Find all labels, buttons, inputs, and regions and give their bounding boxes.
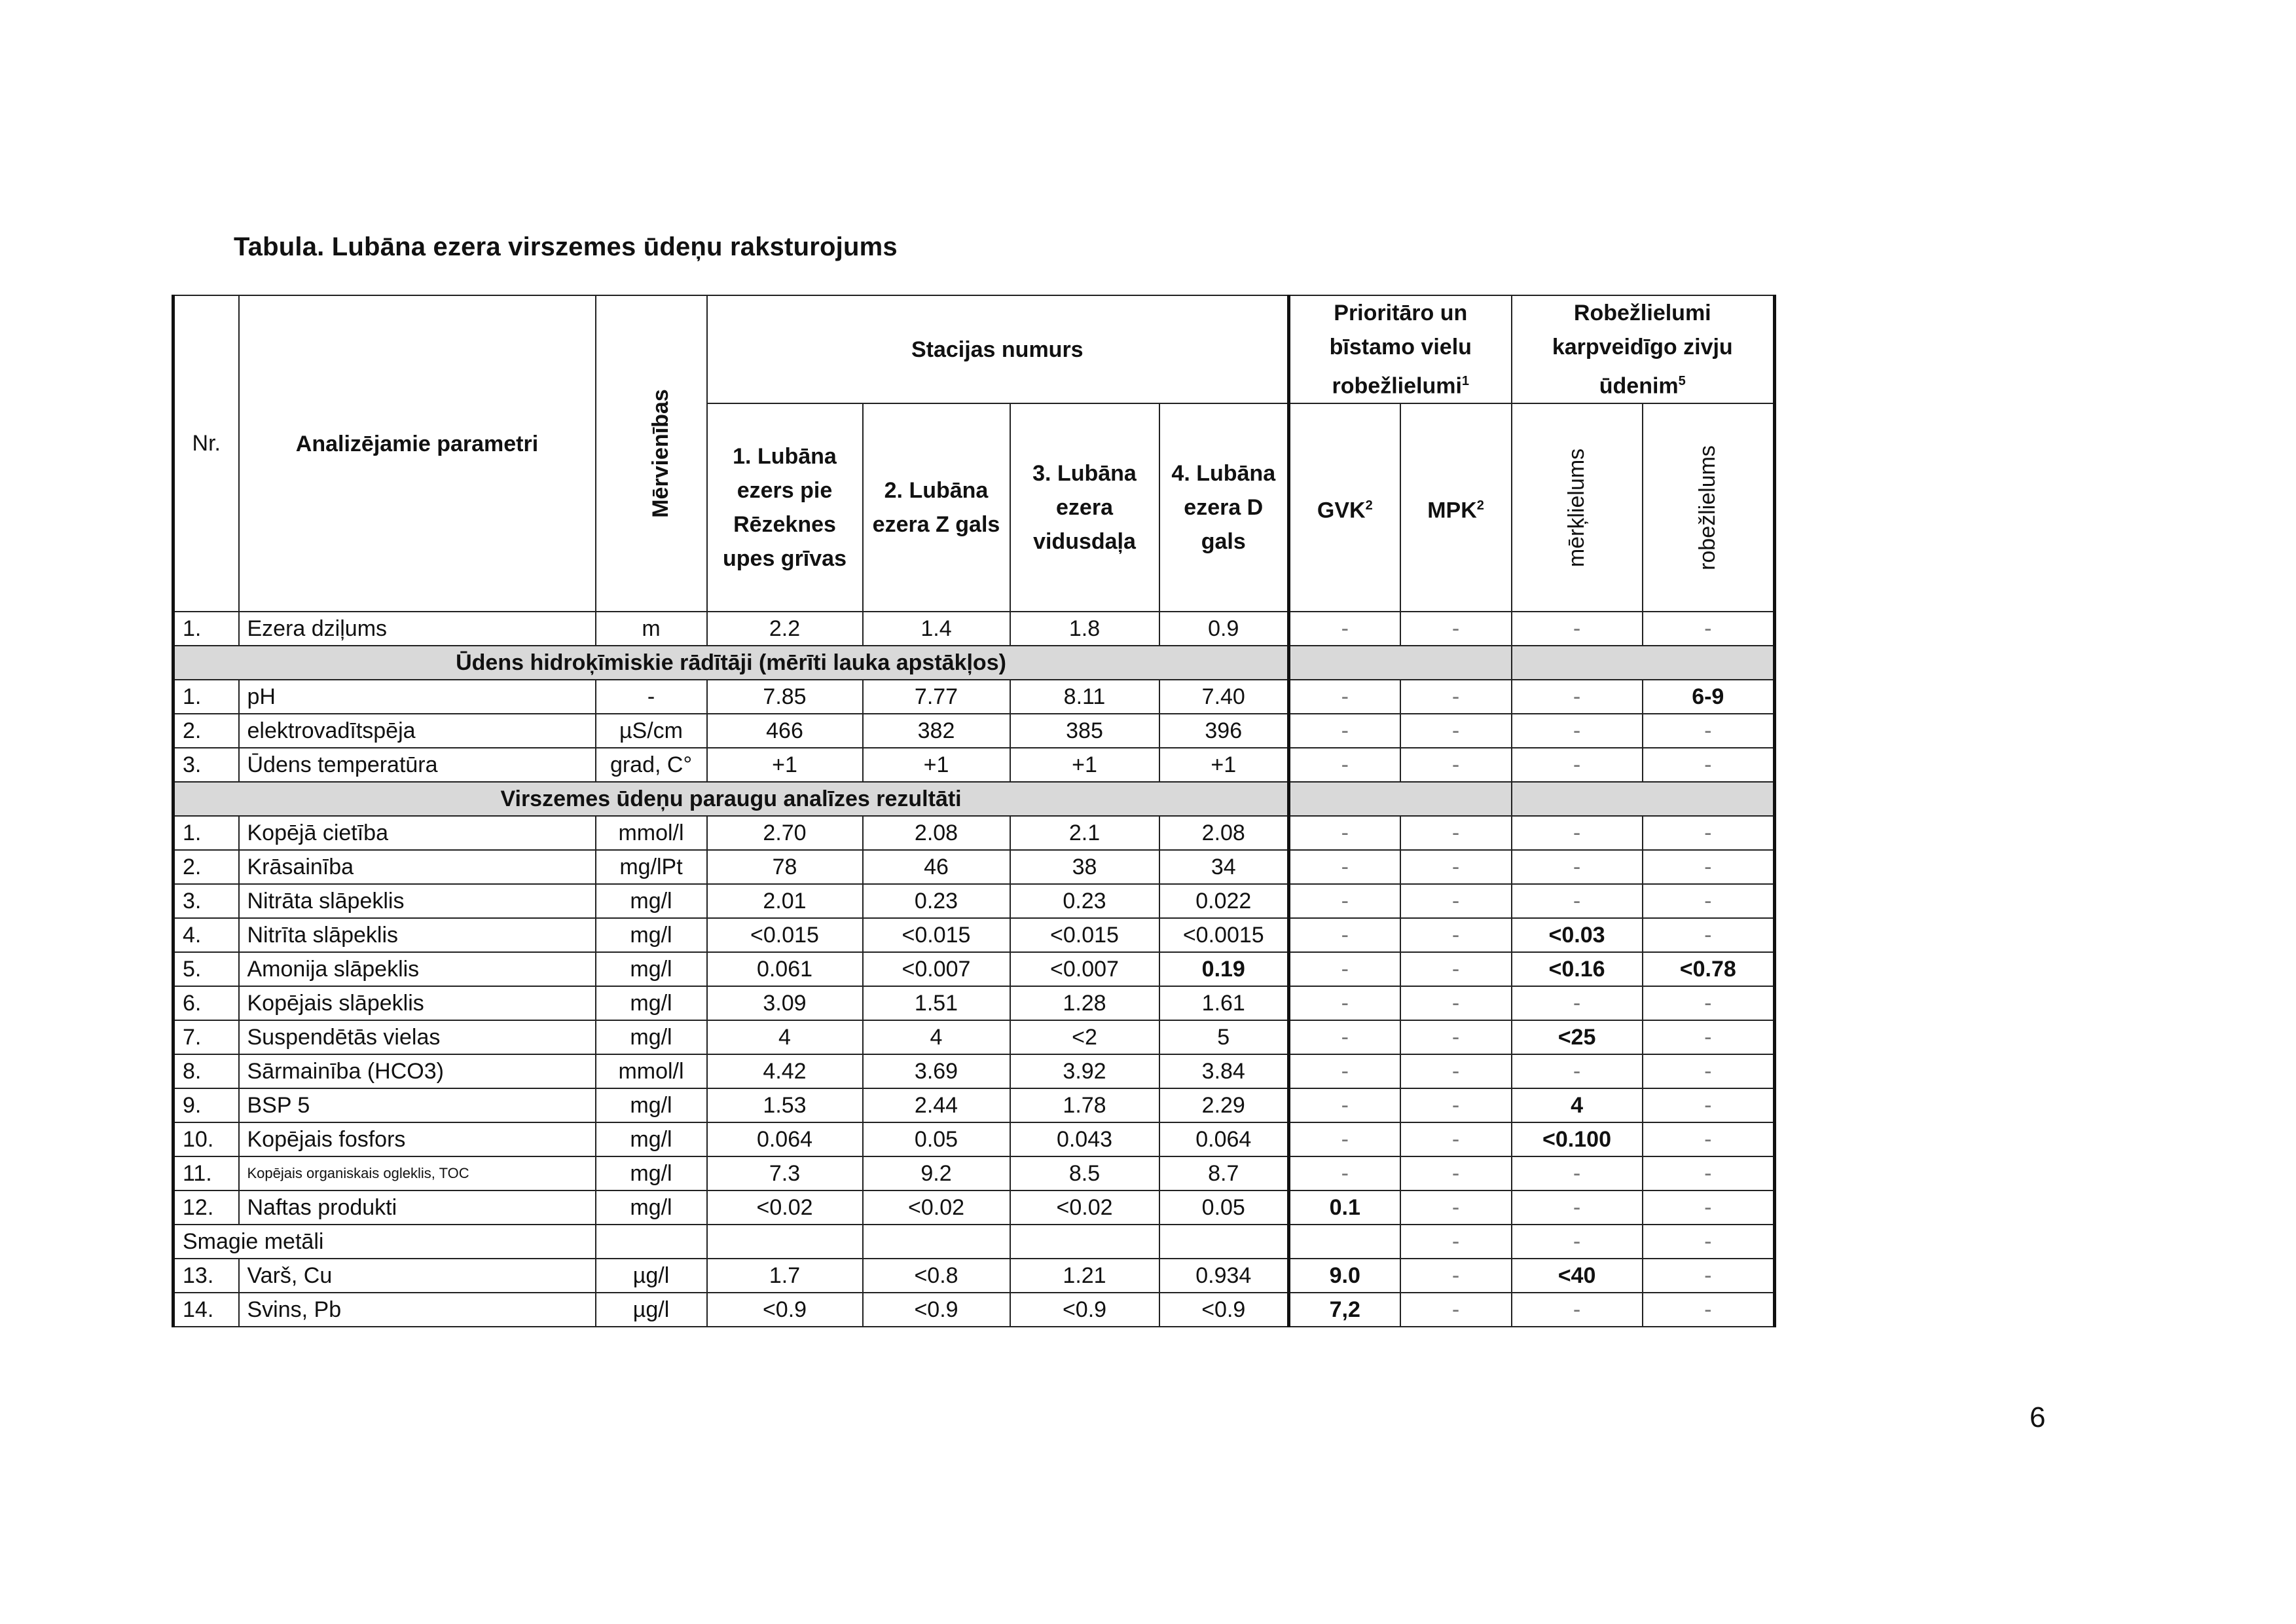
row-station-4-value: 34 <box>1159 850 1289 884</box>
header-priority: Prioritāro un bīstamo vielu robežlielumi$^1$ <box>1289 295 1512 403</box>
row-mpk: - <box>1400 1259 1512 1293</box>
row-robezlielums: - <box>1643 986 1775 1020</box>
row-gvk: - <box>1289 986 1400 1020</box>
water-quality-table <box>172 295 1776 1327</box>
empty-cell <box>1010 1225 1159 1259</box>
row-gvk: - <box>1289 850 1400 884</box>
row-parameter: Kopējais organiskais ogleklis, TOC <box>239 1156 596 1190</box>
row-station-1-value: 1.53 <box>707 1088 863 1122</box>
row-gvk: 0.1 <box>1289 1190 1400 1225</box>
table-row <box>173 1293 1775 1327</box>
section-title: Virszemes ūdeņu paraugu analīzes rezultāti <box>173 782 1289 816</box>
table-row <box>173 714 1775 748</box>
row-mpk: - <box>1400 1156 1512 1190</box>
row-unit: mg/l <box>596 1088 707 1122</box>
empty-cell <box>707 1225 863 1259</box>
row-robezlielums: - <box>1643 918 1775 952</box>
row-parameter: Naftas produkti <box>239 1190 596 1225</box>
row-nr: 2. <box>173 714 239 748</box>
header-stations: Stacijas numurs <box>707 295 1289 403</box>
row-gvk: - <box>1289 1122 1400 1156</box>
table-row <box>173 748 1775 782</box>
row-nr: 5. <box>173 952 239 986</box>
row-merklielums: - <box>1512 884 1643 918</box>
header-params: Analizējamie parametri <box>239 295 596 612</box>
row-gvk: - <box>1289 1020 1400 1054</box>
header-station-1: 1. Lubāna ezers pie Rēzeknes upes grīvas <box>707 403 863 612</box>
table-row <box>173 680 1775 714</box>
row-robezlielums: - <box>1643 1190 1775 1225</box>
row-station-3-value: <0.015 <box>1010 918 1159 952</box>
row-station-4-value: 0.934 <box>1159 1259 1289 1293</box>
row-mpk: - <box>1400 612 1512 646</box>
row-mpk: - <box>1400 714 1512 748</box>
table-row <box>173 952 1775 986</box>
row-station-3-value: 0.23 <box>1010 884 1159 918</box>
header-station-2: 2. Lubāna ezera Z gals <box>863 403 1010 612</box>
section-row <box>173 646 1775 680</box>
header-gvk: GVK$^2$ <box>1289 403 1400 612</box>
row-unit: mg/lPt <box>596 850 707 884</box>
table-row <box>173 612 1775 646</box>
row-station-4-value: +1 <box>1159 748 1289 782</box>
row-station-3-value: 38 <box>1010 850 1159 884</box>
row-unit: mg/l <box>596 1156 707 1190</box>
row-station-4-value: 5 <box>1159 1020 1289 1054</box>
row-gvk: - <box>1289 748 1400 782</box>
row-parameter: Kopējais slāpeklis <box>239 986 596 1020</box>
row-station-1-value: 0.064 <box>707 1122 863 1156</box>
row-mpk: - <box>1400 952 1512 986</box>
row-station-1-value: 2.01 <box>707 884 863 918</box>
row-station-4-value: <0.0015 <box>1159 918 1289 952</box>
row-station-1-value: <0.9 <box>707 1293 863 1327</box>
row-mpk: - <box>1400 850 1512 884</box>
row-unit: mg/l <box>596 1122 707 1156</box>
row-parameter: Ezera dziļums <box>239 612 596 646</box>
row-mpk: - <box>1400 1225 1512 1259</box>
row-nr: 3. <box>173 748 239 782</box>
row-mpk: - <box>1400 748 1512 782</box>
table-title: Tabula. Lubāna ezera virszemes ūdeņu raksturojums <box>234 232 898 261</box>
row-merklielums: <25 <box>1512 1020 1643 1054</box>
row-parameter: pH <box>239 680 596 714</box>
row-unit: mg/l <box>596 1190 707 1225</box>
row-station-4-value: 0.064 <box>1159 1122 1289 1156</box>
row-merklielums: - <box>1512 1293 1643 1327</box>
row-station-2-value: 7.77 <box>863 680 1010 714</box>
row-robezlielums: - <box>1643 1156 1775 1190</box>
row-gvk: - <box>1289 816 1400 850</box>
row-station-2-value: +1 <box>863 748 1010 782</box>
row-station-4-value: 7.40 <box>1159 680 1289 714</box>
row-station-4-value: <0.9 <box>1159 1293 1289 1327</box>
row-robezlielums: - <box>1643 1088 1775 1122</box>
row-merklielums: - <box>1512 816 1643 850</box>
row-nr: 1. <box>173 816 239 850</box>
row-station-2-value: <0.02 <box>863 1190 1010 1225</box>
row-station-1-value: 78 <box>707 850 863 884</box>
row-gvk: 9.0 <box>1289 1259 1400 1293</box>
row-merklielums: - <box>1512 714 1643 748</box>
row-gvk: - <box>1289 1088 1400 1122</box>
row-mpk: - <box>1400 1293 1512 1327</box>
row-unit: µg/l <box>596 1259 707 1293</box>
row-nr: 6. <box>173 986 239 1020</box>
row-robezlielums: <0.78 <box>1643 952 1775 986</box>
row-robezlielums: - <box>1643 1259 1775 1293</box>
row-unit: mmol/l <box>596 1054 707 1088</box>
row-parameter: Varš, Cu <box>239 1259 596 1293</box>
row-mpk: - <box>1400 1122 1512 1156</box>
row-parameter: Svins, Pb <box>239 1293 596 1327</box>
row-station-1-value: <0.015 <box>707 918 863 952</box>
section-fill <box>1512 646 1775 680</box>
row-mpk: - <box>1400 1088 1512 1122</box>
row-gvk: - <box>1289 1156 1400 1190</box>
section-fill <box>1289 782 1512 816</box>
row-robezlielums: - <box>1643 1293 1775 1327</box>
row-gvk: - <box>1289 918 1400 952</box>
row-nr: 9. <box>173 1088 239 1122</box>
row-station-4-value: 0.9 <box>1159 612 1289 646</box>
row-merklielums: - <box>1512 986 1643 1020</box>
empty-cell <box>1159 1225 1289 1259</box>
row-station-1-value: 2.2 <box>707 612 863 646</box>
row-merklielums: - <box>1512 1054 1643 1088</box>
row-station-3-value: 1.21 <box>1010 1259 1159 1293</box>
table-row <box>173 850 1775 884</box>
header-merklielums: mērķlielums <box>1512 403 1643 612</box>
row-station-3-value: <0.007 <box>1010 952 1159 986</box>
row-mpk: - <box>1400 986 1512 1020</box>
row-parameter: Kopējais fosfors <box>239 1122 596 1156</box>
section-fill <box>1512 782 1775 816</box>
row-merklielums: 4 <box>1512 1088 1643 1122</box>
row-station-2-value: <0.015 <box>863 918 1010 952</box>
row-nr: 14. <box>173 1293 239 1327</box>
row-robezlielums: - <box>1643 1122 1775 1156</box>
row-unit: µg/l <box>596 1293 707 1327</box>
row-station-3-value: 1.8 <box>1010 612 1159 646</box>
row-nr: 3. <box>173 884 239 918</box>
row-gvk: - <box>1289 884 1400 918</box>
row-station-4-value: 8.7 <box>1159 1156 1289 1190</box>
row-unit: mmol/l <box>596 816 707 850</box>
row-parameter: Sārmainība (HCO3) <box>239 1054 596 1088</box>
row-station-4-value: 2.29 <box>1159 1088 1289 1122</box>
table-row <box>173 884 1775 918</box>
row-nr: 12. <box>173 1190 239 1225</box>
row-station-1-value: 466 <box>707 714 863 748</box>
section-fill <box>1289 646 1512 680</box>
row-merklielums: <0.03 <box>1512 918 1643 952</box>
row-robezlielums: - <box>1643 1020 1775 1054</box>
row-gvk: - <box>1289 1054 1400 1088</box>
row-station-2-value: 2.08 <box>863 816 1010 850</box>
row-station-2-value: <0.8 <box>863 1259 1010 1293</box>
row-mpk: - <box>1400 680 1512 714</box>
row-unit: mg/l <box>596 952 707 986</box>
row-merklielums: <40 <box>1512 1259 1643 1293</box>
row-station-3-value: <0.02 <box>1010 1190 1159 1225</box>
row-unit: mg/l <box>596 918 707 952</box>
row-nr: 4. <box>173 918 239 952</box>
row-station-4-value: 1.61 <box>1159 986 1289 1020</box>
row-nr: 1. <box>173 612 239 646</box>
row-station-4-value: 0.05 <box>1159 1190 1289 1225</box>
row-gvk: - <box>1289 680 1400 714</box>
row-unit: mg/l <box>596 884 707 918</box>
table-row <box>173 816 1775 850</box>
row-merklielums: - <box>1512 1225 1643 1259</box>
row-station-3-value: 3.92 <box>1010 1054 1159 1088</box>
empty-cell <box>596 1225 707 1259</box>
row-merklielums: - <box>1512 850 1643 884</box>
row-station-3-value: 2.1 <box>1010 816 1159 850</box>
row-station-3-value: <0.9 <box>1010 1293 1159 1327</box>
row-station-4-value: 0.022 <box>1159 884 1289 918</box>
table-row <box>173 1088 1775 1122</box>
empty-cell <box>863 1225 1010 1259</box>
row-nr: 8. <box>173 1054 239 1088</box>
row-merklielums: - <box>1512 680 1643 714</box>
row-station-2-value: 0.23 <box>863 884 1010 918</box>
row-robezlielums: - <box>1643 714 1775 748</box>
header-station-4: 4. Lubāna ezera D gals <box>1159 403 1289 612</box>
row-gvk <box>1289 1225 1400 1259</box>
row-gvk: - <box>1289 714 1400 748</box>
row-nr: 1. <box>173 680 239 714</box>
metals-header-row <box>173 1225 1775 1259</box>
row-unit: mg/l <box>596 986 707 1020</box>
section-title: Ūdens hidroķīmiskie rādītāji (mērīti lauka apstākļos) <box>173 646 1289 680</box>
row-robezlielums: - <box>1643 748 1775 782</box>
row-station-2-value: 1.4 <box>863 612 1010 646</box>
row-station-3-value: 0.043 <box>1010 1122 1159 1156</box>
row-gvk: - <box>1289 612 1400 646</box>
row-unit: - <box>596 680 707 714</box>
row-robezlielums: - <box>1643 816 1775 850</box>
header-nr: Nr. <box>173 295 239 612</box>
row-station-4-value: 396 <box>1159 714 1289 748</box>
row-station-3-value: +1 <box>1010 748 1159 782</box>
row-merklielums: - <box>1512 1156 1643 1190</box>
row-station-2-value: <0.007 <box>863 952 1010 986</box>
row-station-1-value: 4 <box>707 1020 863 1054</box>
row-nr: 11. <box>173 1156 239 1190</box>
header-carp: Robežlielumi karpveidīgo zivju ūdenim$^5$ <box>1512 295 1775 403</box>
table-row <box>173 1190 1775 1225</box>
row-station-2-value: 9.2 <box>863 1156 1010 1190</box>
row-parameter: Amonija slāpeklis <box>239 952 596 986</box>
header-mpk: MPK$^2$ <box>1400 403 1512 612</box>
row-robezlielums: - <box>1643 1225 1775 1259</box>
page-number: 6 <box>2030 1401 2046 1433</box>
row-station-1-value: 7.3 <box>707 1156 863 1190</box>
row-station-2-value: 1.51 <box>863 986 1010 1020</box>
row-unit: grad, C° <box>596 748 707 782</box>
row-nr: 13. <box>173 1259 239 1293</box>
row-station-2-value: 2.44 <box>863 1088 1010 1122</box>
row-mpk: - <box>1400 1054 1512 1088</box>
row-station-3-value: 385 <box>1010 714 1159 748</box>
row-gvk: - <box>1289 952 1400 986</box>
row-station-2-value: <0.9 <box>863 1293 1010 1327</box>
row-station-3-value: <2 <box>1010 1020 1159 1054</box>
row-robezlielums: - <box>1643 1054 1775 1088</box>
row-station-2-value: 4 <box>863 1020 1010 1054</box>
header-unit: Mērvienības <box>596 295 707 612</box>
row-parameter: Nitrīta slāpeklis <box>239 918 596 952</box>
table-row <box>173 918 1775 952</box>
table-row <box>173 986 1775 1020</box>
row-mpk: - <box>1400 816 1512 850</box>
row-parameter: elektrovadītspēja <box>239 714 596 748</box>
table-row <box>173 1156 1775 1190</box>
row-parameter: Ūdens temperatūra <box>239 748 596 782</box>
row-station-1-value: +1 <box>707 748 863 782</box>
row-station-1-value: <0.02 <box>707 1190 863 1225</box>
row-parameter: Suspendētās vielas <box>239 1020 596 1054</box>
header-robezlielums: robežlielums <box>1643 403 1775 612</box>
row-nr: 10. <box>173 1122 239 1156</box>
row-parameter: BSP 5 <box>239 1088 596 1122</box>
table-row <box>173 1122 1775 1156</box>
header-station-3: 3. Lubāna ezera vidusdaļa <box>1010 403 1159 612</box>
row-station-1-value: 4.42 <box>707 1054 863 1088</box>
row-unit: mg/l <box>596 1020 707 1054</box>
row-station-1-value: 3.09 <box>707 986 863 1020</box>
row-unit: µS/cm <box>596 714 707 748</box>
row-robezlielums: - <box>1643 850 1775 884</box>
row-station-4-value: 3.84 <box>1159 1054 1289 1088</box>
row-merklielums: <0.16 <box>1512 952 1643 986</box>
row-station-4-value: 2.08 <box>1159 816 1289 850</box>
row-parameter: Nitrāta slāpeklis <box>239 884 596 918</box>
row-station-1-value: 0.061 <box>707 952 863 986</box>
table-row <box>173 1020 1775 1054</box>
row-mpk: - <box>1400 884 1512 918</box>
row-merklielums: <0.100 <box>1512 1122 1643 1156</box>
row-nr: 7. <box>173 1020 239 1054</box>
row-station-2-value: 3.69 <box>863 1054 1010 1088</box>
row-parameter: Kopējā cietība <box>239 816 596 850</box>
section-row <box>173 782 1775 816</box>
metals-label: Smagie metāli <box>173 1225 596 1259</box>
row-robezlielums: 6-9 <box>1643 680 1775 714</box>
row-merklielums: - <box>1512 612 1643 646</box>
row-station-1-value: 1.7 <box>707 1259 863 1293</box>
row-station-3-value: 8.5 <box>1010 1156 1159 1190</box>
row-gvk: 7,2 <box>1289 1293 1400 1327</box>
row-station-2-value: 0.05 <box>863 1122 1010 1156</box>
row-station-1-value: 7.85 <box>707 680 863 714</box>
row-station-2-value: 382 <box>863 714 1010 748</box>
row-robezlielums: - <box>1643 612 1775 646</box>
row-mpk: - <box>1400 1020 1512 1054</box>
row-robezlielums: - <box>1643 884 1775 918</box>
row-merklielums: - <box>1512 1190 1643 1225</box>
row-station-2-value: 46 <box>863 850 1010 884</box>
row-merklielums: - <box>1512 748 1643 782</box>
row-station-3-value: 1.28 <box>1010 986 1159 1020</box>
table-row <box>173 1054 1775 1088</box>
table-row <box>173 1259 1775 1293</box>
row-station-3-value: 1.78 <box>1010 1088 1159 1122</box>
row-station-1-value: 2.70 <box>707 816 863 850</box>
row-station-4-value: 0.19 <box>1159 952 1289 986</box>
row-nr: 2. <box>173 850 239 884</box>
row-mpk: - <box>1400 918 1512 952</box>
row-parameter: Krāsainība <box>239 850 596 884</box>
row-unit: m <box>596 612 707 646</box>
row-mpk: - <box>1400 1190 1512 1225</box>
row-station-3-value: 8.11 <box>1010 680 1159 714</box>
